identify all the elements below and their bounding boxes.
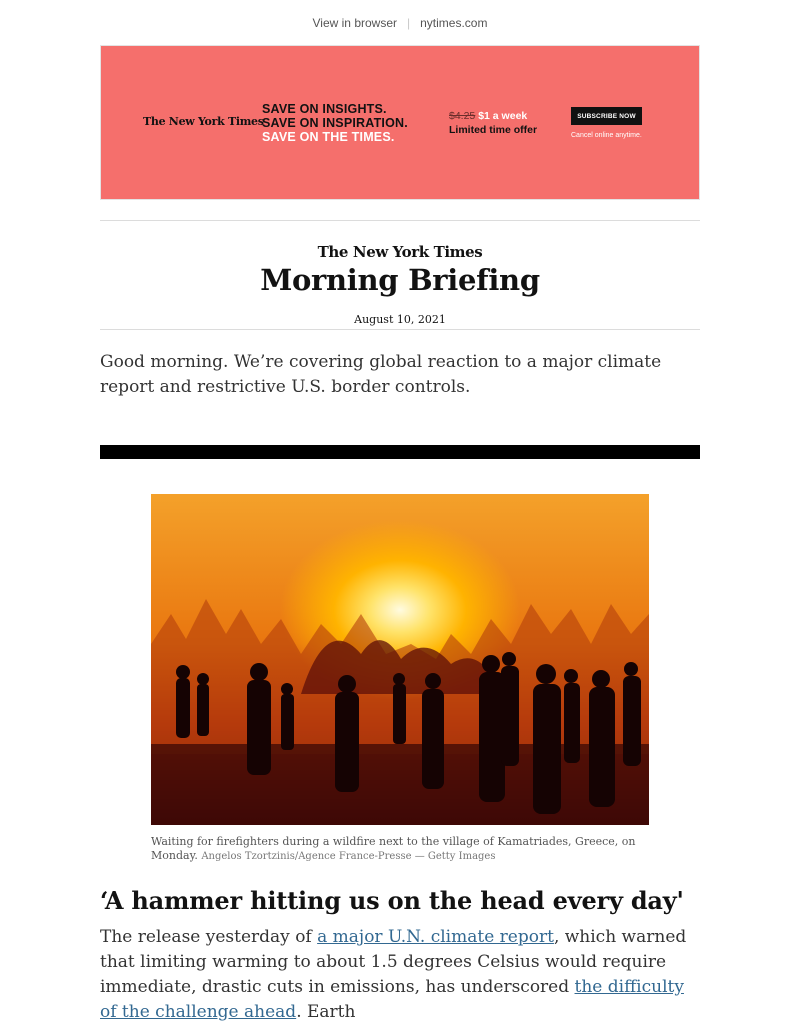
wildfire-illustration	[151, 494, 649, 825]
newsletter-title: Morning Briefing	[260, 263, 540, 297]
section-bar	[100, 445, 700, 459]
photo-caption	[151, 835, 649, 864]
ad-offer-text: Limited time offer	[449, 124, 538, 136]
ad-headline	[262, 102, 408, 144]
email-container	[100, 0, 700, 1025]
wildfire-photo[interactable]	[151, 494, 649, 825]
divider	[100, 329, 700, 330]
ad-price	[449, 109, 537, 137]
ad-headline-line2: SAVE ON INSPIRATION.	[262, 116, 408, 130]
view-in-browser-link[interactable]: View in browser	[312, 15, 397, 30]
ad-headline-line3: SAVE ON THE TIMES.	[262, 130, 395, 144]
story-text-2: , which warned that limiting warming to about 1.5 degrees Celsius would require immediate, drastic cuts in emissions, has underscored	[100, 927, 687, 997]
challenge-ahead-link[interactable]: the difficulty of the challenge ahead	[100, 977, 684, 1022]
photo-credit: Angelos Tzortzinis/Agence France-Presse — Getty Images	[201, 851, 496, 862]
subscribe-now-button[interactable]: SUBSCRIBE NOW	[571, 107, 642, 125]
ad-new-price: $1 a week	[478, 110, 528, 122]
ad-cancel-text: Cancel online anytime.	[571, 132, 642, 139]
nyt-logo: The New York Times	[317, 243, 483, 261]
caption-text: Waiting for firefighters during a wildfire next to the village of Kamatriades, Greece, on Monday.	[151, 835, 636, 862]
ad-nyt-logo: The New York Times	[143, 115, 264, 128]
climate-report-link[interactable]: a major U.N. climate report	[317, 927, 554, 947]
intro-text: Good morning. We’re covering global reaction to a major climate report and restrictive U.S. border controls.	[100, 352, 662, 397]
nytimes-link[interactable]: nytimes.com	[420, 15, 488, 30]
ad-old-price: $4.25	[449, 110, 476, 122]
subscription-ad-banner[interactable]	[100, 45, 700, 200]
story-body	[100, 925, 700, 1025]
separator: |	[407, 15, 411, 30]
ad-headline-line1: SAVE ON INSIGHTS.	[262, 102, 387, 116]
story-headline: ‘A hammer hitting us on the head every day'	[100, 886, 684, 915]
top-links	[100, 0, 700, 45]
story-text-1: The release yesterday of	[100, 927, 318, 947]
masthead	[100, 221, 700, 329]
newsletter-date: August 10, 2021	[354, 313, 446, 326]
story-text-3: . Earth	[296, 1002, 356, 1022]
